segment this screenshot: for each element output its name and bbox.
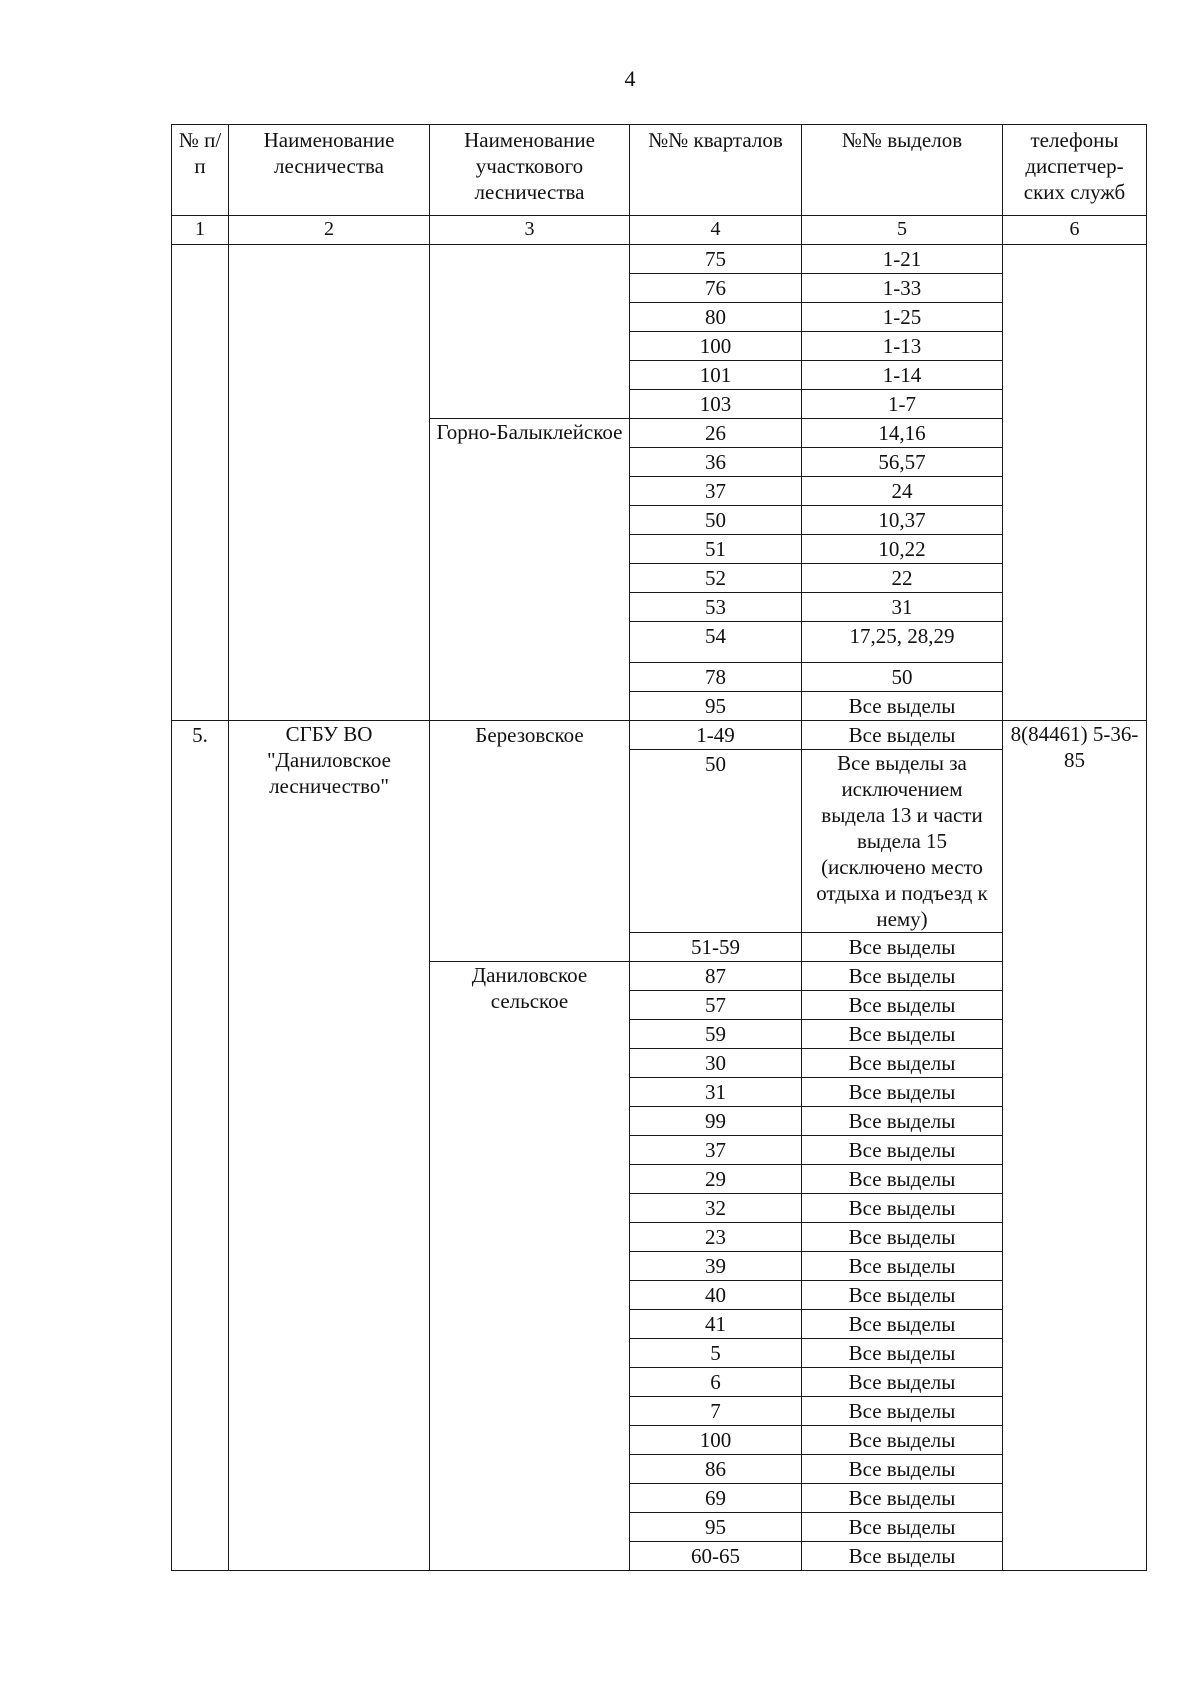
quarter-cell: 30 bbox=[630, 1049, 802, 1078]
quarter-cell: 37 bbox=[630, 1136, 802, 1165]
quarter-cell: 1-49 bbox=[630, 721, 802, 750]
quarter-cell: 101 bbox=[630, 361, 802, 390]
quarter-cell: 50 bbox=[630, 506, 802, 535]
quarter-cell: 37 bbox=[630, 477, 802, 506]
allotment-cell: 24 bbox=[802, 477, 1003, 506]
quarter-cell: 86 bbox=[630, 1455, 802, 1484]
quarter-cell: 80 bbox=[630, 303, 802, 332]
row-number-cell: 5. bbox=[172, 721, 229, 1571]
district-forestry-cell bbox=[430, 245, 630, 419]
allotment-cell: Все выделы bbox=[802, 1455, 1003, 1484]
phone-cell bbox=[1003, 245, 1147, 721]
allotment-cell: Все выделы bbox=[802, 1165, 1003, 1194]
allotment-cell: 1-25 bbox=[802, 303, 1003, 332]
allotment-cell: Все выделы bbox=[802, 1339, 1003, 1368]
allotment-cell: Все выделы bbox=[802, 1049, 1003, 1078]
page-number: 4 bbox=[624, 66, 636, 91]
allotment-cell: 56,57 bbox=[802, 448, 1003, 477]
forestry-name-cell: СГБУ ВО "Даниловское лесничество" bbox=[229, 721, 430, 1571]
allotment-cell: Все выделы bbox=[802, 1397, 1003, 1426]
allotment-cell: 17,25, 28,29 bbox=[802, 622, 1003, 663]
quarter-cell: 50 bbox=[630, 750, 802, 933]
allotment-cell: Все выделы bbox=[802, 1426, 1003, 1455]
allotment-cell: Все выделы bbox=[802, 1310, 1003, 1339]
allotment-cell: Все выделы bbox=[802, 962, 1003, 991]
table-row bbox=[172, 721, 1147, 750]
allotment-cell: Все выделы bbox=[802, 1281, 1003, 1310]
allotment-cell: Все выделы bbox=[802, 1136, 1003, 1165]
allotment-cell: Все выделы bbox=[802, 1368, 1003, 1397]
quarter-cell: 99 bbox=[630, 1107, 802, 1136]
allotment-cell: 31 bbox=[802, 593, 1003, 622]
allotment-cell: 1-21 bbox=[802, 245, 1003, 274]
forestry-name-cell bbox=[229, 245, 430, 721]
allotment-cell: Все выделы bbox=[802, 1194, 1003, 1223]
header-row bbox=[172, 125, 1147, 216]
allotment-cell: 10,37 bbox=[802, 506, 1003, 535]
quarter-cell: 100 bbox=[630, 1426, 802, 1455]
allotment-cell: Все выделы за исключением выдела 13 и части выдела 15 (исключено место отдыха и подъезд к нему) bbox=[802, 750, 1003, 933]
quarter-cell: 75 bbox=[630, 245, 802, 274]
quarter-cell: 51-59 bbox=[630, 933, 802, 962]
allotment-cell: Все выделы bbox=[802, 1107, 1003, 1136]
allotment-cell: Все выделы bbox=[802, 692, 1003, 721]
quarter-cell: 95 bbox=[630, 1513, 802, 1542]
allotment-cell: Все выделы bbox=[802, 1542, 1003, 1571]
quarter-cell: 60-65 bbox=[630, 1542, 802, 1571]
quarter-cell: 52 bbox=[630, 564, 802, 593]
quarter-cell: 53 bbox=[630, 593, 802, 622]
quarter-cell: 69 bbox=[630, 1484, 802, 1513]
allotment-cell: 14,16 bbox=[802, 419, 1003, 448]
quarter-cell: 41 bbox=[630, 1310, 802, 1339]
allotment-cell: Все выделы bbox=[802, 1484, 1003, 1513]
allotment-cell: Все выделы bbox=[802, 721, 1003, 750]
quarter-cell: 40 bbox=[630, 1281, 802, 1310]
column-number: 4 bbox=[630, 216, 802, 245]
quarter-cell: 32 bbox=[630, 1194, 802, 1223]
row-number-cell bbox=[172, 245, 229, 721]
district-forestry-name: Березовское bbox=[430, 721, 630, 962]
allotment-cell: Все выделы bbox=[802, 1020, 1003, 1049]
quarter-cell: 100 bbox=[630, 332, 802, 361]
allotment-cell: 1-7 bbox=[802, 390, 1003, 419]
column-number: 1 bbox=[172, 216, 229, 245]
quarter-cell: 23 bbox=[630, 1223, 802, 1252]
column-number-row bbox=[172, 216, 1147, 245]
allotment-cell: Все выделы bbox=[802, 933, 1003, 962]
forest-areas-table bbox=[171, 124, 1147, 1571]
header-number: № п/п bbox=[172, 125, 229, 216]
quarter-cell: 95 bbox=[630, 692, 802, 721]
table-row bbox=[172, 245, 1147, 274]
quarter-cell: 5 bbox=[630, 1339, 802, 1368]
quarter-cell: 59 bbox=[630, 1020, 802, 1049]
quarter-cell: 31 bbox=[630, 1078, 802, 1107]
quarter-cell: 51 bbox=[630, 535, 802, 564]
allotment-cell: Все выделы bbox=[802, 1078, 1003, 1107]
allotment-cell: Все выделы bbox=[802, 1513, 1003, 1542]
quarter-cell: 103 bbox=[630, 390, 802, 419]
district-forestry-name: Даниловское сельское bbox=[430, 962, 630, 1571]
quarter-cell: 7 bbox=[630, 1397, 802, 1426]
allotment-cell: Все выделы bbox=[802, 1223, 1003, 1252]
quarter-cell: 29 bbox=[630, 1165, 802, 1194]
quarter-cell: 39 bbox=[630, 1252, 802, 1281]
allotment-cell: 50 bbox=[802, 663, 1003, 692]
quarter-cell: 57 bbox=[630, 991, 802, 1020]
quarter-cell: 36 bbox=[630, 448, 802, 477]
allotment-cell: Все выделы bbox=[802, 1252, 1003, 1281]
column-number: 6 bbox=[1003, 216, 1147, 245]
header-district-forestry-name: Наименование участкового лесничества bbox=[430, 125, 630, 216]
quarter-cell: 6 bbox=[630, 1368, 802, 1397]
quarter-cell: 87 bbox=[630, 962, 802, 991]
allotment-cell: 1-13 bbox=[802, 332, 1003, 361]
allotment-cell: 1-33 bbox=[802, 274, 1003, 303]
header-quarters: №№ кварталов bbox=[630, 125, 802, 216]
quarter-cell: 78 bbox=[630, 663, 802, 692]
header-forestry-name: Наименование лесничества bbox=[229, 125, 430, 216]
quarter-cell: 26 bbox=[630, 419, 802, 448]
header-dispatch-phones: телефоны диспетчер-ских служб bbox=[1003, 125, 1147, 216]
allotment-cell: Все выделы bbox=[802, 991, 1003, 1020]
column-number: 3 bbox=[430, 216, 630, 245]
allotment-cell: 1-14 bbox=[802, 361, 1003, 390]
phone-cell: 8(84461) 5-36-85 bbox=[1003, 721, 1147, 1571]
column-number: 5 bbox=[802, 216, 1003, 245]
header-allotments: №№ выделов bbox=[802, 125, 1003, 216]
allotment-cell: 22 bbox=[802, 564, 1003, 593]
quarter-cell: 54 bbox=[630, 622, 802, 663]
column-number: 2 bbox=[229, 216, 430, 245]
allotment-cell: 10,22 bbox=[802, 535, 1003, 564]
district-forestry-name: Горно-Балыклейское bbox=[430, 419, 630, 721]
quarter-cell: 76 bbox=[630, 274, 802, 303]
